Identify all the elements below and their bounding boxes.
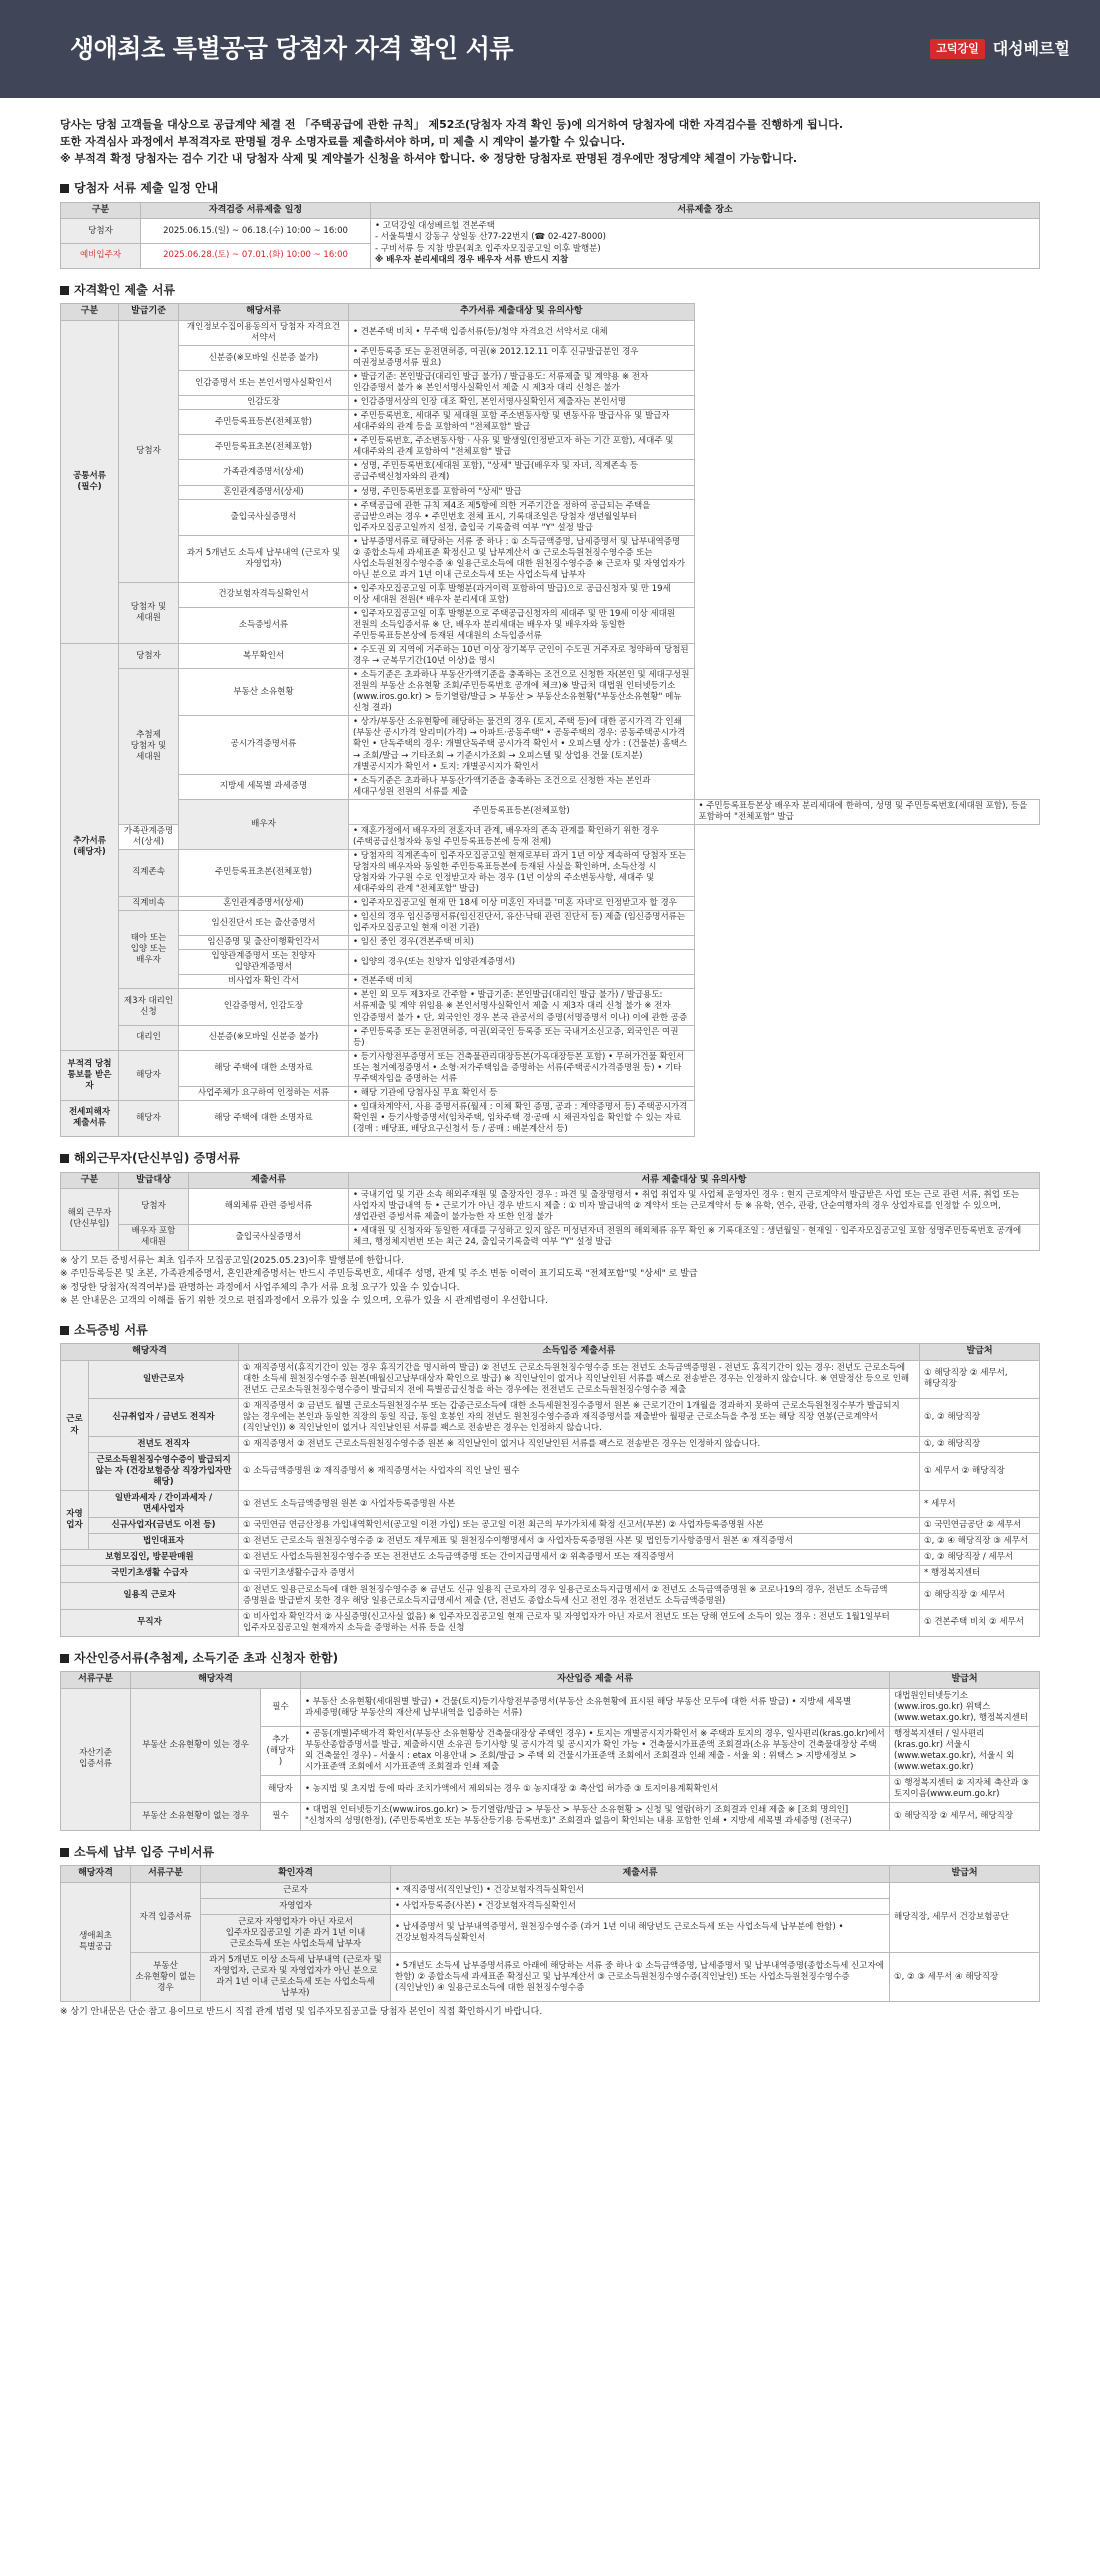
table-cell: 당첨자 xyxy=(119,320,179,582)
table-cell: ① 세무서 ② 해당직장 xyxy=(920,1453,1040,1491)
table-cell: 자영업자 xyxy=(61,1491,89,1550)
table-cell: 행정복지센터 / 일사편리 (kras.go.kr) 서울시(www.wetax.go.kr), 서울시 외(www.wetax.go.kr) xyxy=(890,1727,1040,1776)
table-cell: • 견본주택 비치 xyxy=(349,975,695,989)
table-cell: 일반과세자 / 간이과세자 / 면세사업자 xyxy=(89,1491,239,1518)
table-header: 구분 xyxy=(61,202,141,219)
table-cell: • 소득기준은 초과하나 부동산가액기준을 충족하는 조건으로 신청한 자(본인 및 세대구성원 전원의 부동산 소유현황 조회/주민등록번호 공개에 체크)※ 발급처 대법원 인터넷등기소(www.iros.go.kr) > 등기열람/발급 > 부동산 > 부동산소유현황("부동산소유현황" 메뉴 신청 결과) xyxy=(349,669,695,716)
table-cell: 당첨자 xyxy=(119,644,179,669)
table-cell: ① 해당직장 ② 세무서, 해당직장 xyxy=(920,1360,1040,1398)
table-cell: 해당 주택에 대한 소명자료 xyxy=(179,1100,349,1136)
table-row xyxy=(61,1100,1040,1136)
content xyxy=(0,116,1100,2020)
table-cell: 혼인관계증명서(상세) xyxy=(179,897,349,911)
table-cell: 해당직장, 세무서 건강보험공단 xyxy=(890,1882,1040,1952)
table-header: 자산입증 제출 서류 xyxy=(301,1672,890,1689)
table-cell: 근로자 xyxy=(201,1882,391,1898)
table-cell: ① 견본주택 비치 ② 세무서 xyxy=(920,1609,1040,1636)
table-cell: 자산기준 입증서류 xyxy=(61,1689,131,1831)
table-row xyxy=(61,1882,1040,1898)
table-cell: 국민기초생활 수급자 xyxy=(61,1566,239,1582)
table-cell: 전년도 전직자 xyxy=(89,1437,239,1453)
assets-table xyxy=(60,1671,1040,1830)
page-header xyxy=(0,0,1100,98)
table-row xyxy=(61,1360,1040,1398)
schedule-table xyxy=(60,202,1040,269)
table-cell: 공시가격증명서류 xyxy=(179,716,349,774)
table-cell: • 주민등록번호, 세대주 및 세대원 포함 주소변동사항 및 변동사유 발급사유 및 발급자 세대주와의 관계 등을 포함하여 "전체포함" 발급 xyxy=(349,410,695,435)
table-cell: 부동산 소유현황이 없는 경우 xyxy=(131,1953,201,2002)
table-header: 해당자격 xyxy=(61,1344,239,1361)
table-header: 제출서류 xyxy=(391,1866,890,1883)
page-title: 생애최초 특별공급 당첨자 자격 확인 서류 xyxy=(70,33,514,63)
table-header: 구분 xyxy=(61,1172,119,1189)
table-cell: • 주민등록번호, 주소변동사항 · 사유 및 발생일(인정받고자 하는 기간 포함), 세대주 및 세대주와의 관계 포함하여 "전체포함" 발급 xyxy=(349,435,695,460)
table-row xyxy=(61,716,1040,774)
table-row xyxy=(61,1225,1040,1250)
table-row xyxy=(61,1582,1040,1609)
table-cell: 인감증명서 또는 본인서명사실확인서 xyxy=(179,371,349,396)
table-row xyxy=(61,1609,1040,1636)
table-row xyxy=(61,644,1040,669)
table-row xyxy=(61,849,1040,896)
table-cell: ① 소득금액증명원 ② 재직증명서 ※ 재직증명서는 사업자의 직인 날인 필수 xyxy=(239,1453,920,1491)
table-cell: • 5개년도 소득세 납부증명서류로 아래에 해당하는 서류 중 하나 ① 소득금액증명, 납세증명서 및 납부내역증명(종합소득세 신고자에 한함) ② 종합소득세 과세표준 확정신고 및 납부계산서 ③ 근로소득원천징수영수증(직인날인) 또는 사업소득원천징수영수증(직인날인) ④ 일용근로소득에 대한 원천징수영수증 xyxy=(391,1953,890,2002)
table-cell: • 발급기준: 본인발급(대리인 발급 불가) / 발급용도: 서류제출 및 계약용 ※ 전자 인감증명서 불가 ※ 본인서명사실확인서 제출 시 제3자 대리 신청은 불가 xyxy=(349,371,695,396)
table-cell: • 사업자등록증(사본) • 건강보험자격득실확인서 xyxy=(391,1898,890,1914)
table-row xyxy=(61,396,1040,410)
table-cell: • 주민등록표등본상 배우자 분리세대에 한하여, 성명 및 주민등록번호(세대원 포함), 등을 포함하여 "전체포함" 발급 xyxy=(694,799,1040,824)
table-header: 해당자격 xyxy=(61,1866,131,1883)
table-header: 발급처 xyxy=(890,1866,1040,1883)
section-title-schedule: 당첨자 서류 제출 일정 안내 xyxy=(60,181,1040,197)
place-cell: • 고덕강일 대성베르힐 견본주택 - 서울특별시 강동구 상일동 산77-22번지 (☎ 02-427-8000) - 구비서류 등 지참 방문(최초 입주자모집공고일 이후 발행분) ※ 배우자 분리세대의 경우 배우자 서류 반드시 지참 xyxy=(371,219,1040,268)
table-cell: 가족관계증명서(상세) xyxy=(119,824,179,849)
table-row xyxy=(61,799,1040,824)
table-cell: • 상가/부동산 소유현황에 해당하는 물건의 경우 (토지, 주택 등)에 대한 공시가격 각 인쇄 (부동산 공시가격 알리미(가격) → 아파트·공동주택" • 공동주택의 경우: 공동주택공시가격 확인 • 단독주택의 경우: 개별단독주택 공시가격 확인서 • 오피스텔 상가 : (건물분) 홈택스 → 조회/발급 → 기타조회 → 기준시가조회 → 오피스텔 및 상업용 건물 (토지분) 개별공시지가 확인서 • 토지: 개별공시지가 확인서 xyxy=(349,716,695,774)
table-row xyxy=(61,607,1040,643)
table-cell: 자영업자 xyxy=(201,1898,391,1914)
table-cell: ① 국민연금공단 ② 세무서 xyxy=(920,1518,1040,1534)
table-cell: 비사업자 확인 각서 xyxy=(179,975,349,989)
table-cell: 당첨자 xyxy=(61,219,141,244)
table-cell: • 입양의 경우(또는 친양자 입양관계증명서) xyxy=(349,950,695,975)
square-bullet-icon xyxy=(60,1326,69,1335)
table-header: 발급기준 xyxy=(119,304,179,321)
square-bullet-icon xyxy=(60,1848,69,1857)
table-cell: 일반근로자 xyxy=(89,1360,239,1398)
table-cell: ①, ② 해당직장 xyxy=(920,1398,1040,1436)
intro-line: ※ 부적격 확정 당첨자는 검수 기간 내 당첨자 삭제 및 계약불가 신청을 하셔야 합니다. ※ 정당한 당첨자로 판명된 경우에만 정당계약 체결이 가능합니다. xyxy=(60,152,798,166)
table-cell: • 공동(개별)주택가격 확인서(부동산 소유현황상 건축물대장상 주택인 경우) • 토지는 개별공시지가확인서 ※ 주택과 토지의 경우, 일사편리(kras.go.kr)에서 부동산종합증명서를 발급, 제출하시면 소유권 등기사항 및 공시가격 및 공시지가 확인 가능 • 건축물시가표준액 조회결과(소유 부동산이 건축물대장상 주택 외 건축물인 경우) - 서울시 : etax 이용안내 > 조회/발급 > 주택 외 건물시가표준액 조회에서 조회결과 인쇄 제출 - 서울 외 : 위택스 > 지방세정보 > 시가표준액 조회에서 시가표준액 조회결과 인쇄 제출 xyxy=(301,1727,890,1776)
brand-logo xyxy=(930,39,1070,60)
table-cell: • 주민등록증 또는 운전면허증, 여권(※ 2012.12.11 이후 신규발급분인 경우 여권정보증명서류 필요) xyxy=(349,345,695,370)
table-cell: 지방세 세목별 과세증명 xyxy=(179,774,349,799)
table-row xyxy=(61,460,1040,485)
table-row xyxy=(61,219,1040,244)
table-cell: • 소득기준은 초과하나 부동산가액기준을 충족하는 조건으로 신청한 자는 본인과 세대구성원 전원의 서류를 제출 xyxy=(349,774,695,799)
table-cell: • 임대차계약서, 사용 증명서류(월세 : 이체 확인 증명, 공과 : 계약증명서 등) 주택공시가격 확인원 • 등기사항증명서(임차주택, 임차주택 경·공매 시 채권자임을 확인할 수 있는 자료 (경매 : 배당표, 배당요구신청서 등 / 공매 : 배분계산서 등) xyxy=(349,1100,695,1136)
table-cell: 출입국사실증명서 xyxy=(189,1225,349,1250)
table-cell: • 인감증명서상의 인장 대조 확인, 본인서명사실확인서 제출자는 본인서명 xyxy=(349,396,695,410)
table-cell: 임신진단서 또는 출산증명서 xyxy=(179,911,349,936)
table-cell: 추가 (해당자) xyxy=(261,1727,301,1776)
table-cell: 대법원인터넷등기소 (www.iros.go.kr) 위택스(www.wetax.go.kr), 행정복지센터 xyxy=(890,1689,1040,1727)
table-cell: ① 전년도 사업소득원천징수영수증 또는 전전년도 소득금액증명 또는 간이지급명세서 ② 위촉증명서 또는 재직증명서 xyxy=(239,1550,920,1566)
table-cell: 해당자 xyxy=(261,1776,301,1803)
table-cell: ① 국민기초생활수급자 증명서 xyxy=(239,1566,920,1582)
table-cell: * 행정복지센터 xyxy=(920,1566,1040,1582)
table-cell: 필수 xyxy=(261,1689,301,1727)
table-cell: * 세무서 xyxy=(920,1491,1040,1518)
square-bullet-icon xyxy=(60,1154,69,1163)
table-row xyxy=(61,911,1040,936)
table-cell: ① 전년도 근로소득 원천징수영수증 ② 전년도 재무제표 및 원천징수이행명세서 ③ 사업자등록증명원 사본 및 법인등기사항증명서 원본 ④ 재직증명서 xyxy=(239,1534,920,1550)
table-cell: • 재혼가정에서 배우자의 전혼자녀 관계, 배우자의 존속 관계를 확인하기 위한 경우(주택공급신청자와 동일 주민등록표등본에 등재 전제) xyxy=(349,824,695,849)
table-cell: ① 재직증명서 ② 금년도 월별 근로소득원천징수부 또는 갑종근로소득에 대한 소득세원천징수증명서 원본 ※ 근로기간이 1개월을 경과하지 못하여 근로소득원천징수부가 발급되지 않는 경우에는 본인과 동일한 직장의 동일 직급, 동일 호봉인 자의 전년도 원천징수영수증과 재직증명서를 제출받아 월평균 근로소득을 추정 또는 해당 직장 연봉(근로계약서(직인날인)) ※ 직인날인이 없거나 직인날인된 서류를 팩스로 전송받은 경우는 인정하지 않습니다. xyxy=(239,1398,920,1436)
table-cell: 과거 5개년도 소득세 납부내역 (근로자 및 자영업자) xyxy=(179,535,349,582)
table-cell: • 임신 중인 경우(견본주택 비치) xyxy=(349,936,695,950)
table-cell: • 농지법 및 초지법 등에 따라 조치가액에서 제외되는 경우 ① 농지대장 ② 축산업 허가증 ③ 토지이용계획확인서 xyxy=(301,1776,890,1803)
table-row xyxy=(61,936,1040,950)
table-cell: 인감도장 xyxy=(179,396,349,410)
footnote: ※ 상기 안내문은 단순 참고 용이므로 반드시 직접 관계 법령 및 입주자모집공고를 당첨자 본인이 직접 확인하시기 바랍니다. xyxy=(60,2007,543,2018)
table-cell: 신규취업자 / 금년도 전직자 xyxy=(89,1398,239,1436)
table-cell: 개인정보수집이용동의서 당첨자 자격요건 서약서 xyxy=(179,320,349,345)
table-cell: 주민등록표등본(전체포함) xyxy=(349,799,695,824)
table-header: 확인자격 xyxy=(201,1866,391,1883)
table-cell: 신규사업자(금년도 이전 등) xyxy=(89,1518,239,1534)
table-cell: • 수도권 외 지역에 거주하는 10년 이상 장기복무 군인이 수도권 거주자로 청약하여 당첨된 경우 → 군복무기간(10년 이상)을 명시 xyxy=(349,644,695,669)
table-header: 발급처 xyxy=(920,1344,1040,1361)
table-header: 제출서류 xyxy=(189,1172,349,1189)
table-cell: • 주민등록증 또는 운전면허증, 여권(외국인 등록증 또는 국내거소신고증, 외국인은 여권 등) xyxy=(349,1025,695,1050)
table-cell: 주민등록표초본(전체포함) xyxy=(179,849,349,896)
table-cell: • 국내기업 및 기관 소속 해외주재원 및 출장자인 경우 : 파견 및 출장명령서 • 취업 취업자 및 사업체 운영자인 경우 : 현지 근로계약서 발급받은 사업 또는 근로 관련 서류, 취업 또는 사업자지 발급내역 등 • 근로기가 아닌 경우 반드시 제출 : ① 비자 발급내역 ② 계약서 또는 근로계약서 등 ※ 유학, 연수, 관광, 단순여행자의 경우 상업자료를 인정할 수 있으며, 생업관련 증빙서류 제출이 불가능한 자 또한 인정 불가 xyxy=(349,1189,1040,1225)
table-cell: 자격 입증서류 xyxy=(131,1882,201,1952)
table-cell: • 당첨자의 직계존속이 입주자모집공고일 현재로부터 과거 1년 이상 계속하여 당첨자 또는 당첨자의 배우자와 동일한 주민등록표등본에 등재된 사실을 확인하며, 소득산정 시 당첨자와 가구원 수로 인정받고자 하는 경우 (1년 이상의 주소변동사항, 세대주 및 세대주와의 관계 "전체포함" 발급) xyxy=(349,849,695,896)
table-row xyxy=(61,1689,1040,1727)
table-cell: 2025.06.15.(일) ~ 06.18.(수) 10:00 ~ 16:00 xyxy=(141,219,371,244)
table-row xyxy=(61,1189,1040,1225)
table-cell: 과거 5개년도 이상 소득세 납부내역 (근로자 및 자영업자, 근로자 및 자영업자가 아닌 분으로 과거 1년 이내 근로소득세 또는 사업소득세 납부자) xyxy=(201,1953,391,2002)
intro-text xyxy=(60,116,1040,167)
table-cell: ① 해당직장 ② 세무서 xyxy=(920,1582,1040,1609)
table-cell: 주민등록표초본(전체포함) xyxy=(179,435,349,460)
table-header: 자격검증 서류제출 일정 xyxy=(141,202,371,219)
table-row xyxy=(61,435,1040,460)
table-cell: 필수 xyxy=(261,1803,301,1830)
table-cell: 전세피해자 제출서류 xyxy=(61,1100,119,1136)
table-cell: 법인대표자 xyxy=(89,1534,239,1550)
table-cell: • 입주자모집공고일 이후 발행분(과거이력 포함하여 발급)으로 공급신청자 및 만 19세 이상 세대원 전원(* 배우자 분리세대 포함) xyxy=(349,582,695,607)
brand-name: 대성베르힐 xyxy=(992,38,1070,58)
table-cell: 해당자 xyxy=(119,1050,179,1100)
table-row xyxy=(61,897,1040,911)
table-header: 구분 xyxy=(61,304,119,321)
table-row xyxy=(61,499,1040,535)
table-row xyxy=(61,1491,1040,1518)
table-header: 소득입증 제출서류 xyxy=(239,1344,920,1361)
table-row xyxy=(61,1050,1040,1086)
table-cell: 입양관계증명서 또는 친양자 입양관계증명서 xyxy=(179,950,349,975)
table-cell: 부동산 소유현황이 없는 경우 xyxy=(131,1803,261,1830)
table-cell: 2025.06.28.(토) ~ 07.01.(화) 10:00 ~ 16:00 xyxy=(141,244,371,269)
table-cell: 무직자 xyxy=(61,1609,239,1636)
table-row xyxy=(61,1566,1040,1582)
square-bullet-icon xyxy=(60,184,69,193)
table-cell: 해당자 xyxy=(119,1100,179,1136)
table-row xyxy=(61,1803,1040,1830)
table-cell: 당첨자 xyxy=(119,1189,189,1225)
table-cell: 부동산 소유현황 xyxy=(179,669,349,716)
table-header: 발급처 xyxy=(890,1672,1040,1689)
table-cell: • 납부증명서류로 해당하는 서류 중 하나 : ① 소득금액증명, 납세증명서 및 납부내역증명 ② 종합소득세 과세표준 확정신고 및 납부계산서 ③ 근로소득원천징수영수증 또는 사업소득원천징수영수증 ④ 일용근로소득에 대한 원천징수영수증 ※ 근로자 및 자영업자가 아닌 분으로 과거 1년 이내 근로소득세 또는 사업소득세 납부자 xyxy=(349,535,695,582)
table-header: 추가서류 제출대상 및 유의사항 xyxy=(349,304,695,321)
table-row xyxy=(61,774,1040,799)
table-cell: ①, ② 해당직장 / 세무서 xyxy=(920,1550,1040,1566)
table-cell: 배우자 포함 세대원 xyxy=(119,1225,189,1250)
table-cell: 출입국사실증명서 xyxy=(179,499,349,535)
square-bullet-icon xyxy=(60,286,69,295)
table-cell: 태아 또는 입양 또는 배우자 xyxy=(119,911,179,989)
table-cell: 공통서류 (필수) xyxy=(61,320,119,643)
table-cell: 보험모집인, 방문판매원 xyxy=(61,1550,239,1566)
table-cell: • 부동산 소유현황(세대원별 발급) • 건물(토지)등기사항전부증명서(부동산 소유현황에 표시된 해당 부동산 모두에 대한 서류 발급) • 지방세 세목별 과세증명(해당 부동산의 재산세 납부내역을 입증하는 서류) xyxy=(301,1689,890,1727)
intro-line: 또한 자격심사 과정에서 부적격자로 판명될 경우 소명자료를 제출하셔야 하며, 미 제출 시 계약이 불가할 수 있습니다. xyxy=(60,135,626,149)
section-title-documents: 자격확인 제출 서류 xyxy=(60,283,1040,299)
table-row xyxy=(61,1398,1040,1436)
table-cell: 당첨자 및 세대원 xyxy=(119,582,179,643)
table-cell: • 해당 기관에 당첨사실 무효 확인서 등 xyxy=(349,1086,695,1100)
table-row xyxy=(61,371,1040,396)
table-header: 해당자격 xyxy=(131,1672,301,1689)
table-cell: ① 해당직장 ② 세무서, 해당직장 xyxy=(890,1803,1040,1830)
table-cell: 생애최초 특별공급 xyxy=(61,1882,131,2001)
table-cell: • 견본주택 비치 • 무주택 입증서류(등)/청약 자격요건 서약서로 대체 xyxy=(349,320,695,345)
table-cell: 해당 주택에 대한 소명자료 xyxy=(179,1050,349,1086)
table-cell: 부동산 소유현황이 있는 경우 xyxy=(131,1689,261,1803)
table-row xyxy=(61,669,1040,716)
table-cell: 일용직 근로자 xyxy=(61,1582,239,1609)
table-cell: ①, ② 해당직장 xyxy=(920,1437,1040,1453)
table-cell: 근로자 자영업자가 아닌 자로서 입주자모집공고일 기준 과거 1년 이내 근로소득세 또는 사업소득세 납부자 xyxy=(201,1914,391,1952)
table-row xyxy=(61,320,1040,345)
table-cell: • 본인 외 모두 제3자로 간주함 • 발급기준: 본인발급(대리인 발급 불가) / 발급용도: 서류제출 및 계약 위임용 ※ 본인서명사실확인서 제출 시 제3자 대리 신청 불가 ※ 전자 인감증명서 불가 • 단, 외국인인 경우 본국 관공서의 증명(서명증명서 이나) 이에 관한 공증 xyxy=(349,989,695,1025)
table-header: 서류 제출대상 및 유의사항 xyxy=(349,1172,1040,1189)
table-cell: 혼인관계증명서(상세) xyxy=(179,485,349,499)
table-cell: • 성명, 주민등록번호를 포함하여 "상세" 발급 xyxy=(349,485,695,499)
overseas-notes: ※ 상기 모든 증빙서류는 최초 입주자 모집공고일(2025.05.23)이후 발행분에 한합니다. ※ 주민등록등본 및 초본, 가족관계증명서, 혼인관계증명서는 반드시 주민등록번호, 세대주 성명, 관계 및 주소 변동 이력이 표기되도록 "전체포함"및 "상세" 로 발급 ※ 정당한 당첨자(적격여부)를 판명하는 과정에서 사업주체의 추가 서류 요청 요구가 있을 수 있습니다. ※ 본 안내문은 고객의 이해를 돕기 위한 것으로 편집과정에서 오류가 있을 수 있으며, 오류가 있을 시 관계법령이 우선합니다. xyxy=(60,1255,698,1306)
table-cell: 대리인 xyxy=(119,1025,179,1050)
table-cell: 건강보험자격득실확인서 xyxy=(179,582,349,607)
table-cell: • 세대원 및 신청자와 동일한 세대를 구성하고 있지 않은 미성년자녀 전원의 해외체류 유무 확인 ※ 기록대조일 : 생년월일 · 현재일 · 입주자모집공고일 포함 성명주민등록번호 공개에 체크, 행정체지번번 또는 최근 24, 출입국기록출력 여부 "Y" 설정 발급 xyxy=(349,1225,1040,1250)
table-cell: 추첨제 당첨자 및 세대원 xyxy=(119,669,179,825)
table-cell: 가족관계증명서(상세) xyxy=(179,460,349,485)
table-row xyxy=(61,1550,1040,1566)
table-cell: 직계존속 xyxy=(119,849,179,896)
table-cell: ① 국민연금 연금산정용 가입내역확인서(공고일 이전 가입) 또는 공고일 이전 최근의 부가가치세 확정 신고서(부본) ② 사업자등록증명원 사본 xyxy=(239,1518,920,1534)
table-row xyxy=(61,345,1040,370)
table-row xyxy=(61,1453,1040,1491)
table-header: 발급대상 xyxy=(119,1172,189,1189)
table-cell: ①, ② ③ 세무서 ④ 해당직장 xyxy=(890,1953,1040,2002)
table-cell: 부적격 당첨 통보를 받은 자 xyxy=(61,1050,119,1100)
table-cell: • 대법원 인터넷등기소(www.iros.go.kr) > 등기열람/발급 > 부동산 > 부동산 소유현황 > 신청 및 열람(하기 조회결과 인쇄 제출 ※ [조회 명의인] "신청자의 성명(한정), (주민등록번호 또는 부동산등기용 등록번호)" 조회결과 없음이 확인되는 내용 포함한 인쇄 • 지방세 세목별 과세증명 (전국구) xyxy=(301,1803,890,1830)
table-cell: • 임신의 경우 임신증명서류(임신진단서, 유산·낙태 관련 진단서 등) 제출 (임신증명서류는 입주자모집공고일 현재 이전 기관) xyxy=(349,911,695,936)
intro-line: 당사는 당첨 고객들을 대상으로 공급계약 체결 전 「주택공급에 관한 규칙」 제52조(당첨자 자격 확인 등)에 의거하여 당첨자에 대한 자격검수를 진행하게 됩니다. xyxy=(60,118,844,131)
table-cell: ① 재직증명서 ② 전년도 근로소득원천징수영수증 원본 ※ 직인날인이 없거나 직인날인된 서류를 팩스로 전송받은 경우는 인정하지 않습니다. xyxy=(239,1437,920,1453)
table-cell: ① 전년도 일용근로소득에 대한 원천징수영수증 ※ 금년도 신규 일용직 근로자의 경우 일용근로소득지급명세서 ② 전년도 소득금액증명원 ※ 코로나19의 경우, 전년도 소득금액 증명원을 발급받지 못한 경우 해당 일용근로소득지급명세서 제출 (단, 전년도 종합소득세 신고 전인 경우 전전년도 소득금액증명원) xyxy=(239,1582,920,1609)
table-header: 서류구분 xyxy=(131,1866,201,1883)
table-row xyxy=(61,1086,1040,1100)
table-cell: ① 전년도 소득금액증명원 원본 ② 사업자등록증명원 사본 xyxy=(239,1491,920,1518)
table-cell: 근로소득원천징수영수증이 발급되지 않는 자 (건강보험증상 직장가입자만 해당) xyxy=(89,1453,239,1491)
brand-badge: 고덕강일 xyxy=(930,39,985,59)
section-title-overseas: 해외근무자(단신부임) 증명서류 xyxy=(60,1151,1040,1167)
table-cell: • 주택공급에 관한 규칙 제4조 제5항에 의한 거주기간을 정하여 공급되는 주택을 공급받으려는 경우 • 주민번호 전체 표시, 기록대조일은 당첨자 생년월일부터 입주자모집공고일까지 설정, 출입국 기록출력 여부 "Y" 설정 발급 xyxy=(349,499,695,535)
table-row xyxy=(61,582,1040,607)
table-cell: 제3자 대리인 신청 xyxy=(119,989,179,1025)
table-row xyxy=(61,485,1040,499)
table-row xyxy=(61,975,1040,989)
table-header: 서류제출 장소 xyxy=(371,202,1040,219)
table-cell: 예비입주자 xyxy=(61,244,141,269)
table-cell: • 납세증명서 및 납부내역증명서, 원천징수영수증 (과거 1년 이내 해당년도 근로소득세 또는 사업소득세 납부분에 한함) • 건강보험자격득실확인서 xyxy=(391,1914,890,1952)
table-row xyxy=(61,410,1040,435)
table-cell: 신분증(※모바일 신분증 불가) xyxy=(179,345,349,370)
table-cell: 소득증빙서류 xyxy=(179,607,349,643)
table-cell: • 입주자모집공고일 현재 만 18세 이상 미혼인 자녀를 '미혼 자녀'로 인정받고자 할 경우 xyxy=(349,897,695,911)
square-bullet-icon xyxy=(60,1654,69,1663)
table-cell: ① 비사업자 확인각서 ② 사실증명(신고사실 없음) ※ 입주자모집공고일 현재 근로자 및 자영업자가 아닌 자로서 전년도 또는 당해 연도에 소득이 있는 경우 : 전년도 1월1일부터 입주자모집공고일 현재까지 소득을 증명하는 서류 등을 신청 xyxy=(239,1609,920,1636)
table-cell: 직계비속 xyxy=(119,897,179,911)
table-cell: • 재직증명서(직인날인) • 건강보험자격득실확인서 xyxy=(391,1882,890,1898)
table-cell: 복무확인서 xyxy=(179,644,349,669)
table-cell: 인감증명서, 인감도장 xyxy=(179,989,349,1025)
table-cell: 배우자 xyxy=(179,799,349,849)
table-cell: ① 행정복지센터 ② 지자체 축산과 ③ 토지이음(www.eum.go.kr) xyxy=(890,1776,1040,1803)
table-cell: ① 재직증명서(휴직기간이 있는 경우 휴직기간을 명시하여 발급) ② 전년도 근로소득원천징수영수증 또는 전년도 소득금액증명원 - 전년도 휴직기간이 있는 경우: 전년도 근로소득에 대한 소득세 원천징수영수증 원본(매월신고납부대상자 확인으로 발급) ※ 직인날인이 없거나 직인날인된 서류를 팩스로 전송받은 경우는 인정하지 않습니다. ※ 연말정산 등으로 인해 전년도 근로소득원천징수영수증이 발급되지 전에 특별공급신청을 하는 경우에는 전전년도 근로소득원천징수영수증 제출 xyxy=(239,1360,920,1398)
table-cell: • 입주자모집공고일 이후 발행분으로 주택공급신청자의 세대주 및 만 19세 이상 세대원 전원의 소득입증서류 ※ 단, 배우자 분리세대는 배우자 및 배우자와 동일한 주민등록표등본상에 등재된 세대원의 소득입증서류 xyxy=(349,607,695,643)
table-cell: 해외 근무자 (단신부임) xyxy=(61,1189,119,1250)
table-cell: ①, ② ④ 해당직장 ③ 세무서 xyxy=(920,1534,1040,1550)
table-cell: 해외체류 관련 증빙서류 xyxy=(189,1189,349,1225)
table-cell: • 성명, 주민등록번호(세대원 포함), "상세" 발급(배우자 및 자녀, 직계존속 등 공급주택신청자와의 관계) xyxy=(349,460,695,485)
table-row xyxy=(61,1518,1040,1534)
documents-table xyxy=(60,303,1040,1137)
income-table xyxy=(60,1343,1040,1637)
tax-table xyxy=(60,1865,1040,2002)
section-title-tax: 소득세 납부 입증 구비서류 xyxy=(60,1845,1040,1861)
table-cell: 근로자 xyxy=(61,1360,89,1490)
table-cell: 추가서류 (해당자) xyxy=(61,644,119,1051)
table-row xyxy=(61,950,1040,975)
table-cell: • 등기사항전부증명서 또는 건축물관리대장등본(가옥대장등본 포함) • 무허가건물 확인서 또는 철거예정증명서 • 소형·저가주택임을 증명하는 서류(주택공시가격증명원 등) • 기타 무주택자임을 증명하는 서류 xyxy=(349,1050,695,1086)
table-cell: 임신증명 및 출산이행확인각서 xyxy=(179,936,349,950)
section-title-income: 소득증빙 서류 xyxy=(60,1323,1040,1339)
table-cell: 사업주체가 요구하여 인정하는 서류 xyxy=(179,1086,349,1100)
table-row xyxy=(61,1953,1040,2002)
table-header: 서류구분 xyxy=(61,1672,131,1689)
table-row xyxy=(61,989,1040,1025)
table-row xyxy=(61,535,1040,582)
table-cell: 주민등록표등본(전체포함) xyxy=(179,410,349,435)
table-cell: 신분증(※모바일 신분증 불가) xyxy=(179,1025,349,1050)
section-title-assets: 자산인증서류(추첨제, 소득기준 초과 신청자 한함) xyxy=(60,1651,1040,1667)
table-row xyxy=(61,1534,1040,1550)
table-row xyxy=(61,1025,1040,1050)
table-header: 해당서류 xyxy=(179,304,349,321)
table-row xyxy=(61,1437,1040,1453)
overseas-table xyxy=(60,1172,1040,1251)
